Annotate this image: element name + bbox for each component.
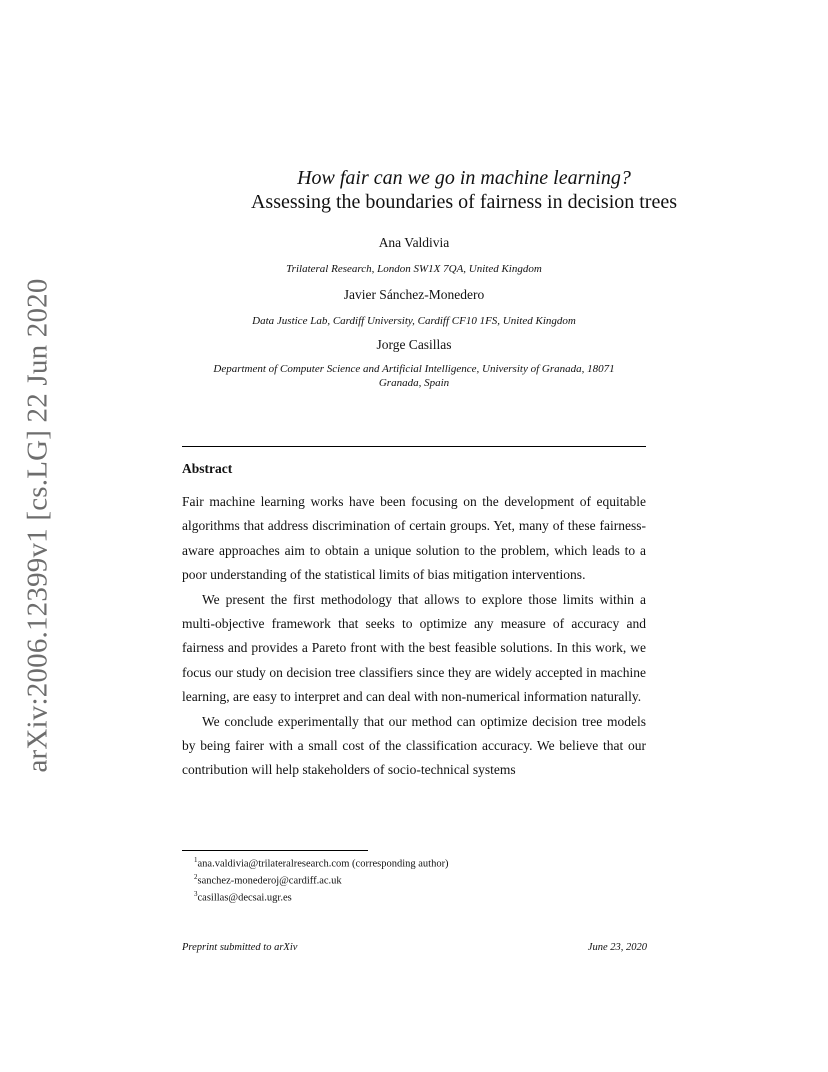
affiliation-line: Department of Computer Science and Artificial Intelligence, University of Granada, 18071 xyxy=(213,363,615,375)
footnotes xyxy=(194,854,449,906)
title-line-2: Assessing the boundaries of fairness in decision trees xyxy=(250,191,677,213)
author-affiliation xyxy=(170,362,658,390)
abstract-paragraph: We present the first methodology that allows to explore those limits within a multi-objective framework that seeks to optimize any measure of accuracy and fairness and provides a Pareto front with the best feasible solutions. In this work, we focus our study on decision tree classifiers since they are widely accepted in machine learning, are easy to interpret and can deal with non-numerical information naturally. xyxy=(182,591,646,705)
author-name: Ana Valdivia xyxy=(378,235,450,250)
footer-right: June 23, 2020 xyxy=(587,942,647,953)
affiliation-line: Granada, Spain xyxy=(378,377,450,389)
top-rule xyxy=(182,446,646,447)
footnote-text: ana.valdivia@trilateralresearch.com (corresponding author) xyxy=(197,858,449,870)
abstract-body xyxy=(182,490,646,783)
footnote-text: sanchez-monederoj@cardiff.ac.uk xyxy=(197,875,342,887)
footnote-text: casillas@decsai.ugr.es xyxy=(197,892,292,904)
arxiv-stamp xyxy=(16,277,60,773)
footnote xyxy=(194,871,449,888)
author-name: Jorge Casillas xyxy=(376,337,452,352)
author-affiliation: Trilateral Research, London SW1X 7QA, United Kingdom xyxy=(286,263,542,275)
footnote-mark: 1 xyxy=(194,856,198,864)
author-name: Javier Sánchez-Monedero xyxy=(343,287,485,302)
footnote-mark: 3 xyxy=(194,890,198,899)
abstract-paragraph: Fair machine learning works have been focusing on the development of equitable algorithms that address discrimination of certain groups. Yet, many of these fairness-aware approaches aim to obtain a unique solution to the problem, which leads to a poor understanding of the statistical limits of bias mitigation interventions. xyxy=(182,494,646,583)
abstract-paragraph: We conclude experimentally that our method can optimize decision tree models by being fairer with a small cost of the classification accuracy. We believe that our contribution will help stakeholders of socio-technical systems xyxy=(182,713,646,778)
author-affiliation: Data Justice Lab, Cardiff University, Cardiff CF10 1FS, United Kingdom xyxy=(252,315,576,327)
title-line-1: How fair can we go in machine learning? xyxy=(297,167,631,189)
footnote-mark: 2 xyxy=(194,873,198,882)
footnote xyxy=(194,888,449,905)
abstract-heading: Abstract xyxy=(182,461,233,476)
footnote xyxy=(194,854,449,871)
footnote-rule xyxy=(182,850,368,851)
arxiv-stamp-text: arXiv:2006.12399v1 [cs.LG] 22 Jun 2020 xyxy=(21,277,54,773)
footer-left: Preprint submitted to arXiv xyxy=(182,942,298,953)
